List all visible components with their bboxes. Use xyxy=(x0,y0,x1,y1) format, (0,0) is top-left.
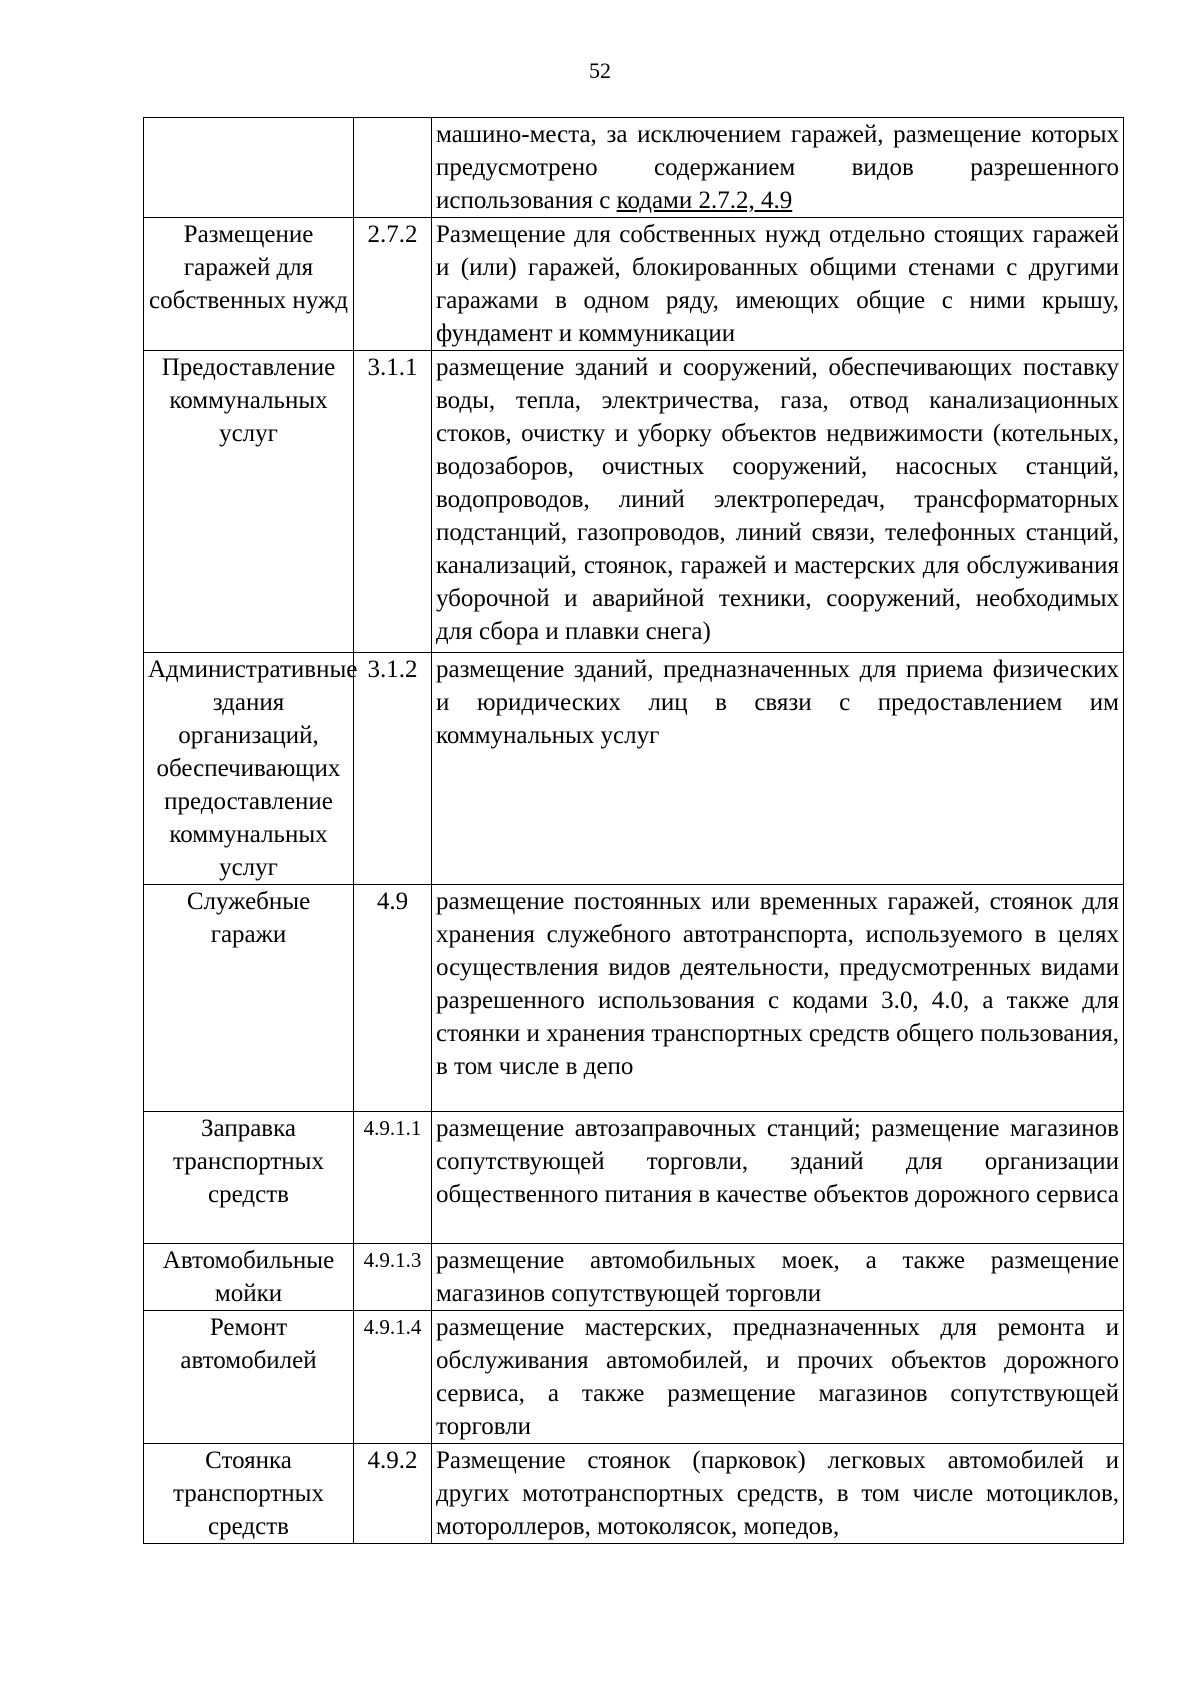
use-description-cell: Размещение для собственных нужд отдельно стоящих гаражей и (или) гаражей, блокированных общими стенами с другими гаражами в одном ряду, имеющих общие с ними крышу, фундамент и коммуникации xyxy=(432,218,1124,351)
use-code-cell: 4.9 xyxy=(354,885,432,1112)
use-description-cell: Размещение стоянок (парковок) легковых автомобилей и других мототранспортных средств, в том числе мотоциклов, мотороллеров, мотоколясок, мопедов, xyxy=(432,1444,1124,1544)
use-code-cell: 3.1.1 xyxy=(354,351,432,653)
use-description-cell xyxy=(432,118,1124,218)
use-description-cell: размещение автозаправочных станций; размещение магазинов сопутствующей торговли, зданий для организации общественного питания в качестве объектов дорожного сервиса xyxy=(432,1112,1124,1244)
use-name-cell: Служебные гаражи xyxy=(144,885,354,1112)
table-row xyxy=(144,1112,1124,1244)
use-code-cell: 4.9.1.3 xyxy=(354,1244,432,1311)
table-row xyxy=(144,1444,1124,1544)
use-code-cell: 4.9.2 xyxy=(354,1444,432,1544)
use-description-cell: размещение зданий и сооружений, обеспечивающих поставку воды, тепла, электричества, газа, отвод канализационных стоков, очистку и уборку объектов недвижимости (котельных, водозаборов, очистных сооружений, насосных станций, водопроводов, линий электропередач, трансформаторных подстанций, газопроводов, линий связи, телефонных станций, канализаций, стоянок, гаражей и мастерских для обслуживания уборочной и аварийной техники, сооружений, необходимых для сбора и плавки снега) xyxy=(432,351,1124,653)
table-row xyxy=(144,351,1124,653)
table-row xyxy=(144,218,1124,351)
use-description-cell: размещение зданий, предназначенных для приема физических и юридических лиц в связи с предоставлением им коммунальных услуг xyxy=(432,653,1124,885)
land-use-table xyxy=(143,117,1124,1544)
use-code-cell: 2.7.2 xyxy=(354,218,432,351)
table-row xyxy=(144,885,1124,1112)
table-row xyxy=(144,1244,1124,1311)
use-code-cell: 3.1.2 xyxy=(354,653,432,885)
page-number: 52 xyxy=(589,58,611,83)
use-description-cell: размещение постоянных или временных гаражей, стоянок для хранения служебного автотранспорта, используемого в целях осуществления видов деятельности, предусмотренных видами разрешенного использования с кодами 3.0, 4.0, а также для стоянки и хранения транспортных средств общего пользования, в том числе в депо xyxy=(432,885,1124,1112)
description-text: машино-места, за исключением гаражей, размещение которых предусмотрено содержанием видов разрешенного использования с xyxy=(436,121,1119,214)
use-description-cell: размещение мастерских, предназначенных для ремонта и обслуживания автомобилей, и прочих объектов дорожного сервиса, а также размещение магазинов сопутствующей торговли xyxy=(432,1311,1124,1444)
use-name-cell xyxy=(144,118,354,218)
use-code-cell xyxy=(354,118,432,218)
code-reference-link[interactable]: кодами 2.7.2, 4.9 xyxy=(616,187,793,214)
table-row xyxy=(144,1311,1124,1444)
use-name-cell: Автомобильные мойки xyxy=(144,1244,354,1311)
use-code-cell: 4.9.1.1 xyxy=(354,1112,432,1244)
table-row xyxy=(144,653,1124,885)
use-name-cell: Административные здания организаций, обеспечивающих предоставление коммунальных услуг xyxy=(144,653,354,885)
use-name-cell: Ремонт автомобилей xyxy=(144,1311,354,1444)
use-name-cell: Размещение гаражей для собственных нужд xyxy=(144,218,354,351)
use-name-cell: Заправка транспортных средств xyxy=(144,1112,354,1244)
table-row xyxy=(144,118,1124,218)
use-code-cell: 4.9.1.4 xyxy=(354,1311,432,1444)
use-description-cell: размещение автомобильных моек, а также размещение магазинов сопутствующей торговли xyxy=(432,1244,1124,1311)
use-name-cell: Предоставление коммунальных услуг xyxy=(144,351,354,653)
use-name-cell: Стоянка транспортных средств xyxy=(144,1444,354,1544)
